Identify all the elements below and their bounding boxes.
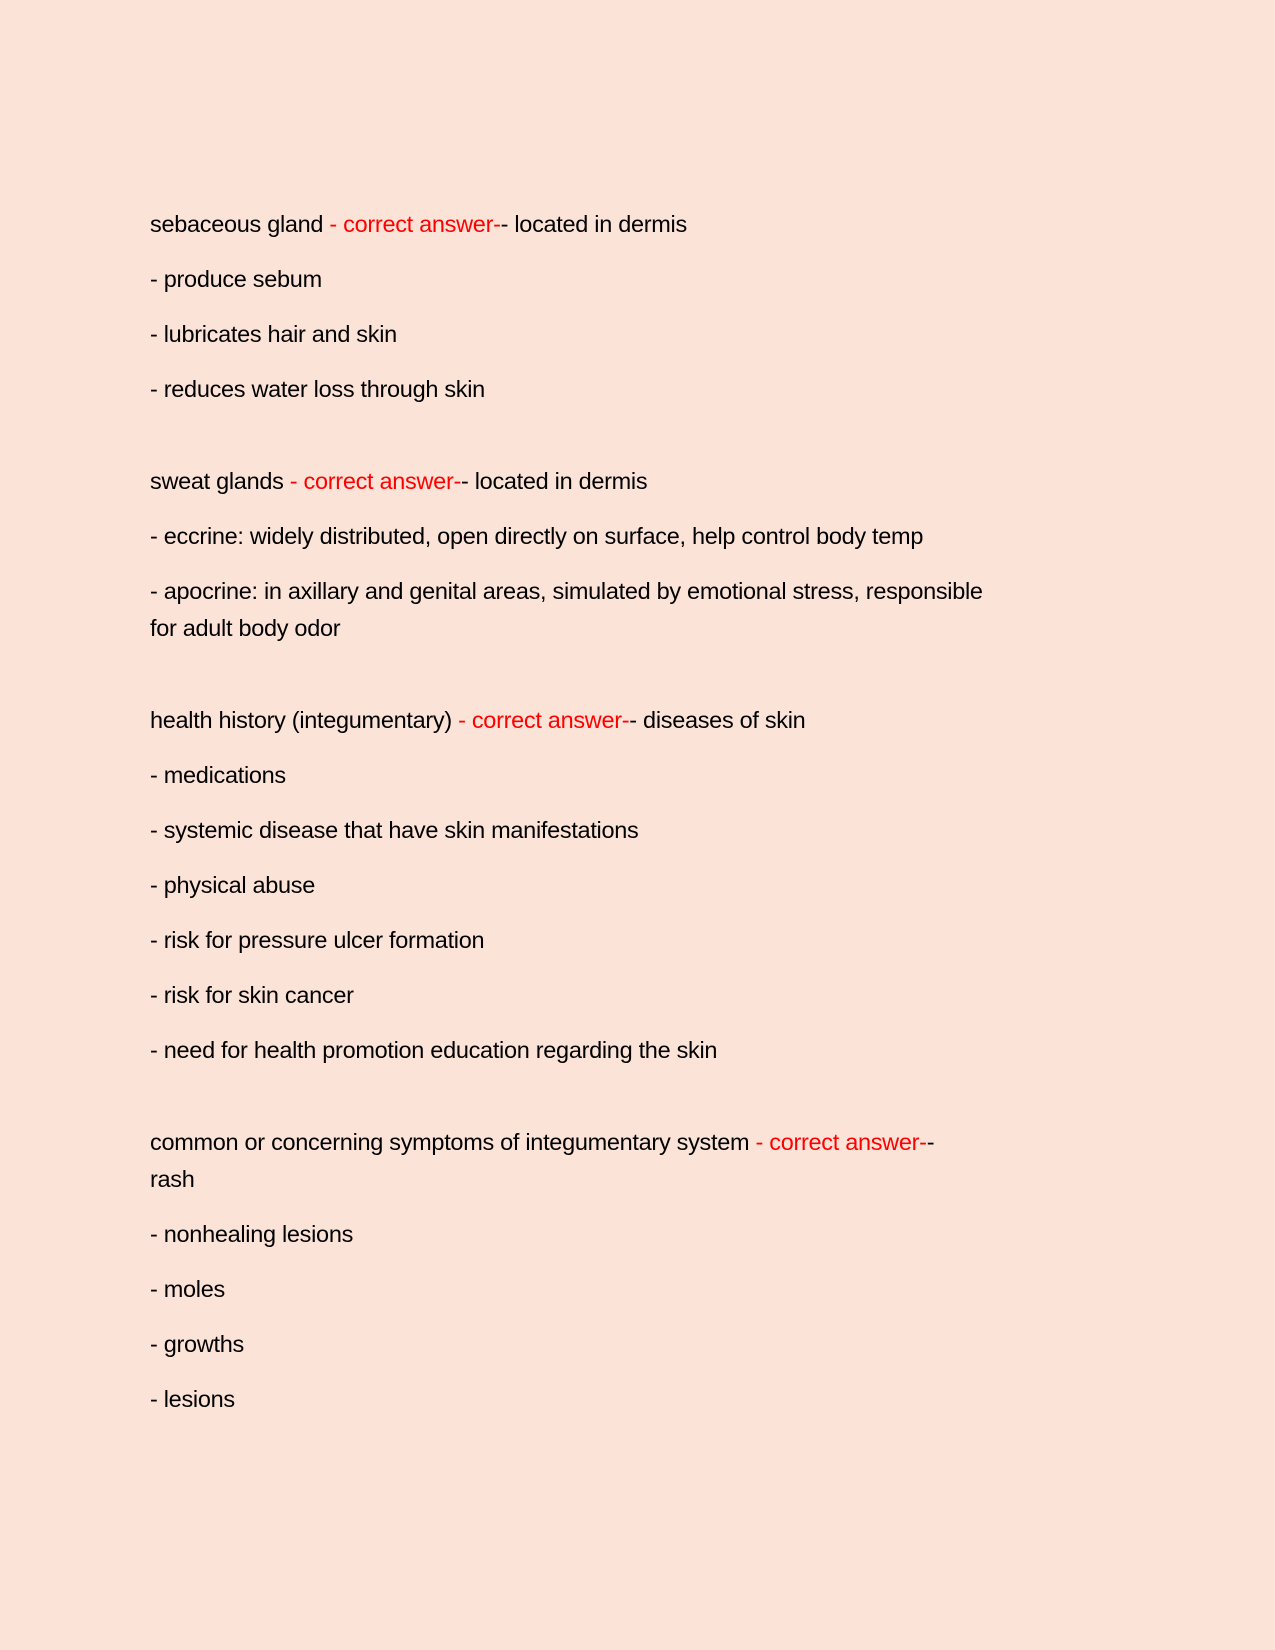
list-item: - eccrine: widely distributed, open directly on surface, help control body temp	[150, 523, 924, 549]
flashcard-sweat-glands	[150, 463, 1150, 647]
list-item: - nonhealing lesions	[150, 1221, 354, 1247]
list-item: - moles	[150, 1276, 225, 1302]
term: sweat glands	[150, 468, 284, 494]
term: sebaceous gland	[150, 211, 324, 237]
list-item: - systemic disease that have skin manifestations	[150, 817, 639, 843]
correct-answer-label: - correct answer-	[323, 211, 501, 237]
list-item: - need for health promotion education regarding the skin	[150, 1037, 718, 1063]
question-line	[150, 702, 1150, 739]
correct-answer-label: - correct answer-	[451, 707, 630, 733]
question-line	[150, 206, 1150, 243]
list-item: - risk for pressure ulcer formation	[150, 927, 485, 953]
flashcard-sebaceous-gland	[150, 206, 1150, 408]
answer-text: - located in dermis	[500, 211, 687, 237]
list-item: - risk for skin cancer	[150, 982, 354, 1008]
document-page	[150, 206, 1150, 1473]
flashcard-health-history	[150, 702, 1150, 1069]
correct-answer-label: - correct answer-	[283, 468, 461, 494]
list-item: - growths	[150, 1331, 244, 1357]
question-line	[150, 463, 1150, 500]
list-item: - reduces water loss through skin	[150, 376, 485, 402]
list-item: - produce sebum	[150, 266, 322, 292]
term: health history (integumentary)	[150, 707, 452, 733]
list-item: - medications	[150, 762, 286, 788]
answer-text: - diseases of skin	[629, 707, 806, 733]
answer-continuation: rash	[150, 1166, 195, 1192]
list-item: - physical abuse	[150, 872, 316, 898]
list-item-continuation: for adult body odor	[150, 615, 341, 641]
answer-text: -	[926, 1129, 935, 1155]
flashcard-common-symptoms	[150, 1124, 1150, 1418]
question-line	[150, 1124, 1150, 1161]
correct-answer-label: - correct answer-	[749, 1129, 927, 1155]
answer-text: - located in dermis	[461, 468, 648, 494]
list-item: - lesions	[150, 1386, 235, 1412]
term: common or concerning symptoms of integumentary system	[150, 1129, 750, 1155]
list-item: - apocrine: in axillary and genital areas, simulated by emotional stress, responsible	[150, 578, 983, 604]
list-item: - lubricates hair and skin	[150, 321, 397, 347]
